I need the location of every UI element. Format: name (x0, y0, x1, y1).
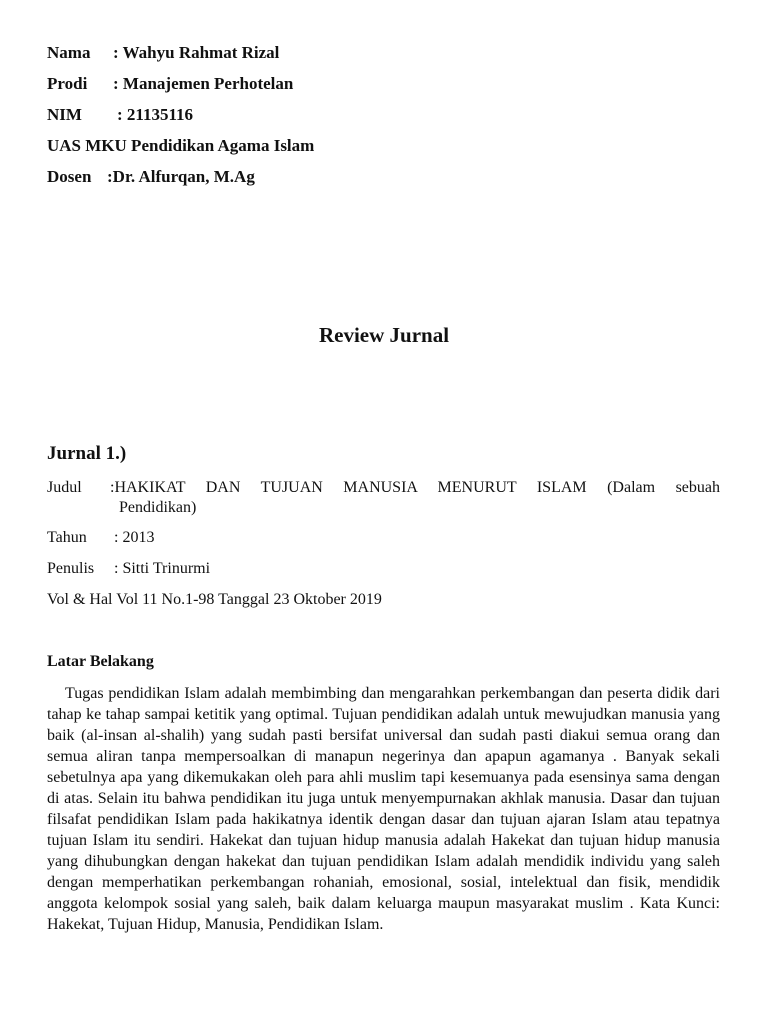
student-id-line (47, 105, 193, 125)
prodi-value: : Manajemen Perhotelan (113, 74, 294, 93)
tahun-label: Tahun (47, 529, 87, 546)
penulis-row (47, 559, 210, 579)
study-program-line (47, 74, 293, 94)
volume-pages-row: Vol & Hal Vol 11 No.1-98 Tanggal 23 Oktober 2019 (47, 591, 382, 608)
tahun-row (47, 528, 154, 548)
lecturer-line (47, 167, 255, 187)
tahun-value: : 2013 (114, 529, 155, 546)
judul-value: :HAKIKAT DAN TUJUAN MANUSIA MENURUT ISLAM (Dalam sebuah (110, 479, 720, 496)
judul-label: Judul (47, 479, 82, 496)
journal-heading: Jurnal 1.) (47, 443, 127, 464)
nim-label: NIM (47, 105, 82, 124)
student-name-line (47, 43, 279, 63)
background-heading: Latar Belakang (47, 653, 154, 670)
nama-label: Nama (47, 43, 91, 62)
nim-value: : 21135116 (117, 105, 194, 124)
nama-value: : Wahyu Rahmat Rizal (113, 43, 280, 62)
dosen-value: :Dr. Alfurqan, M.Ag (107, 167, 255, 186)
background-paragraph: Tugas pendidikan Islam adalah membimbing dan mengarahkan perkembangan dan peserta didik dari tahap ke tahap sampai ketitik yang optimal. Tujuan pendidikan adalah untuk mewujudkan manusia yang baik (al-insan al-shalih) yang sudah pasti bersifat universal dan sudah pasti diakui semua orang dan semua aliran tanpa mempersoalkan di manapun negerinya dan apapun agamanya . Banyak sekali sebetulnya apa yang dikemukakan oleh para ahli muslim tapi kesemuanya pada esensinya sama dengan di atas. Selain itu bahwa pendidikan itu juga untuk menyempurnakan akhlak manusia. Dasar dan tujuan filsafat pendidikan Islam pada hakikatnya identik dengan dasar dan tujuan ajaran Islam atau tepatnya tujuan Islam itu sendiri. Hakekat dan tujuan hidup manusia adalah Hakekat dan tujuan hidup manusia yang dihubungkan dengan hakekat dan tujuan pendidikan Islam adalah mendidik individu yang saleh dengan memperhatikan perkembangan rohaniah, emosional, sosial, intelektual dan fisik, mendidik anggota kelompok sosial yang saleh, baik dalam keluarga maupun masyarakat muslim . Kata Kunci: Hakekat, Tujuan Hidup, Manusia, Pendidikan Islam. (47, 685, 720, 933)
course-line: UAS MKU Pendidikan Agama Islam (47, 136, 315, 155)
dosen-label: Dosen (47, 167, 92, 186)
penulis-value: : Sitti Trinurmi (114, 560, 211, 577)
penulis-label: Penulis (47, 560, 95, 577)
judul-value-continued: Pendidikan) (119, 499, 197, 516)
page-title: Review Jurnal (318, 323, 450, 347)
prodi-label: Prodi (47, 74, 88, 93)
